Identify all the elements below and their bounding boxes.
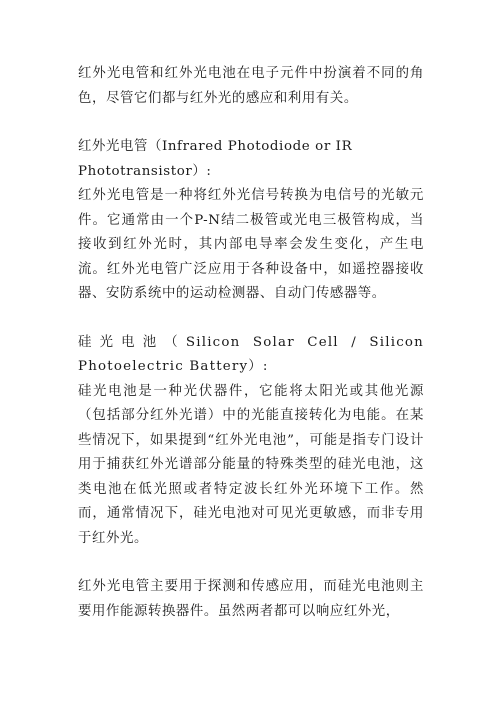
document-page bbox=[78, 62, 424, 624]
paragraph-gap bbox=[78, 551, 424, 575]
solar-cell-heading: 硅光电池（Silicon Solar Cell / Silicon Photoelectric Battery）: bbox=[78, 334, 424, 374]
summary-paragraph: 红外光电管主要用于探测和传感应用，而硅光电池则主要用作能源转换器件。虽然两者都可以响应红外光， bbox=[78, 579, 424, 619]
photodiode-heading: 红外光电管（Infrared Photodiode or IR Phototransistor）: bbox=[78, 139, 353, 179]
intro-paragraph: 红外光电管和红外光电池在电子元件中扮演着不同的角色，尽管它们都与红外光的感应和利用有关。 bbox=[78, 66, 424, 106]
solar-cell-paragraph: 硅光电池是一种光伏器件，它能将太阳光或其他光源（包括部分红外光谱）中的光能直接转化为电能。在某些情况下，如果提到“红外光电池”，可能是指专门设计用于捕获红外光谱部分能量的特殊类型的硅光电池，这类电池在低光照或者特定波长红外光环境下工作。然而，通常情况下，硅光电池对可见光更敏感，而非专用于红外光。 bbox=[78, 383, 424, 546]
photodiode-paragraph: 红外光电管是一种将红外光信号转换为电信号的光敏元件。它通常由一个P-N结二极管或光电三极管构成，当接收到红外光时，其内部电导率会发生变化，产生电流。红外光电管广泛应用于各种设备中，如遥控器接收器、安防系统中的运动检测器、自动门传感器等。 bbox=[78, 188, 424, 301]
paragraph-gap bbox=[78, 111, 424, 135]
paragraph-gap bbox=[78, 307, 424, 331]
